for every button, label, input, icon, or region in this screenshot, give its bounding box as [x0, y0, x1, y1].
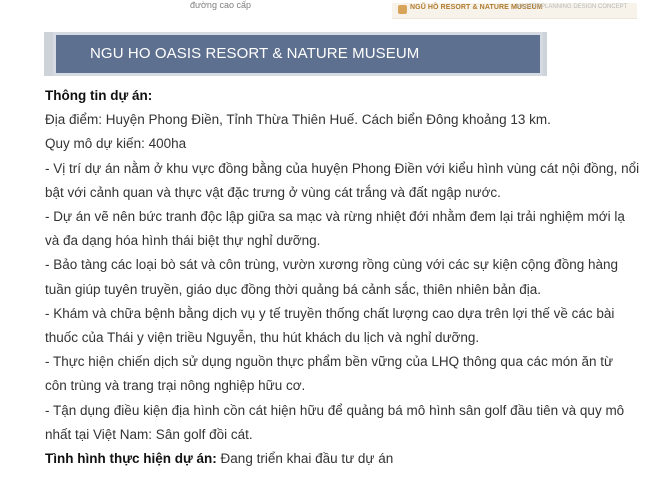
right-subtitle-text: MASTERPLANNING DESIGN CONCEPT — [516, 4, 628, 10]
bullet-line: tuần giúp tuyên truyền, giáo dục đồng thời quảng bá cảnh sắc, thiên nhiên bản địa. — [45, 281, 541, 297]
bullet-line: - Khám và chữa bệnh bằng dịch vụ y tế truyền thống chất lượng cao dựa trên lợi thế về các bài — [45, 305, 615, 321]
bullet-item — [45, 157, 645, 205]
right-image-bar — [392, 3, 637, 19]
bullet-item — [45, 205, 645, 253]
bullet-line: - Dự án vẽ nên bức tranh độc lập giữa sa mạc và rừng nhiệt đới nhằm đem lại trải nghiệm mới lạ — [45, 209, 625, 225]
project-location: Địa điểm: Huyện Phong Điền, Tỉnh Thừa Thiên Huế. Cách biển Đông khoảng 13 km. — [45, 112, 551, 128]
bullet-item — [45, 302, 645, 350]
project-info-heading: Thông tin dự án: — [45, 88, 153, 103]
project-banner — [53, 32, 543, 76]
bullet-line: bật với cảnh quan và thực vật đặc trưng ở vùng cát trắng và đất ngập nước. — [45, 184, 501, 200]
bullet-item — [45, 399, 645, 447]
bullet-item — [45, 253, 645, 301]
project-status — [45, 447, 645, 471]
top-image-strip — [0, 0, 651, 26]
status-label: Tình hình thực hiện dự án: — [45, 451, 217, 467]
left-tagline: đường cao cấp — [190, 0, 251, 10]
banner-title: NGU HO OASIS RESORT & NATURE MUSEUM — [90, 45, 420, 62]
bullet-line: - Vị trí dự án nằm ở khu vực đồng bằng của huyện Phong Điền với kiểu hình vùng cát nội đồng, nổi — [45, 160, 640, 176]
status-value: Đang triển khai đầu tư dự án — [216, 451, 394, 467]
bullet-item — [45, 350, 645, 398]
bullet-line: - Thực hiện chiến dịch sử dụng nguồn thực phẩm bền vững của LHQ thông qua các món ăn từ — [45, 354, 614, 370]
bullet-line: - Bảo tàng các loại bò sát và côn trùng, vườn xương rồng cùng với các sự kiện cộng đồng hàng — [45, 257, 618, 273]
project-scale: Quy mô dự kiến: 400ha — [45, 136, 187, 152]
bullet-line: nhất tại Việt Nam: Sân golf đồi cát. — [45, 426, 253, 442]
project-content — [45, 84, 645, 471]
resort-logo-icon — [398, 5, 407, 14]
bullet-line: và đa dạng hóa hình thái biệt thự nghỉ dưỡng. — [45, 233, 321, 249]
bullet-line: côn trùng và trang trại nông nghiệp hữu cơ. — [45, 378, 306, 394]
bullet-line: - Tận dụng điều kiện địa hình cồn cát hiện hữu để quảng bá mô hình sân golf đầu tiên và quy mô — [45, 402, 625, 418]
right-brand-text: NGŨ HỒ RESORT & NATURE MUSEUM — [410, 4, 543, 11]
bullet-line: thuốc của Thái y viện triều Nguyễn, thu hút khách du lịch và nghỉ dưỡng. — [45, 330, 480, 346]
